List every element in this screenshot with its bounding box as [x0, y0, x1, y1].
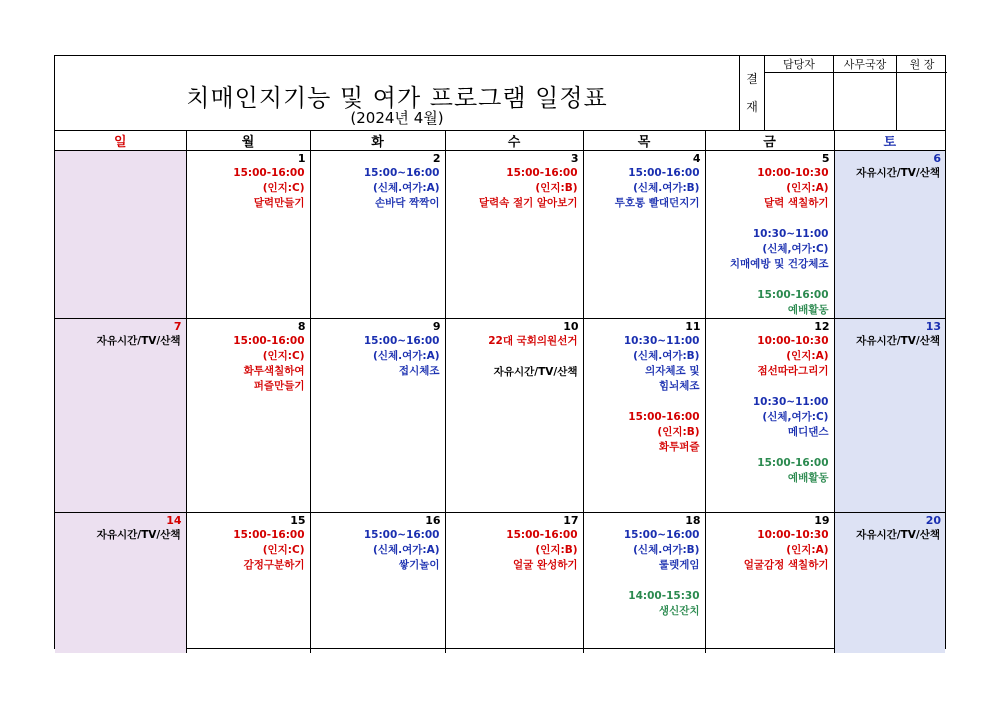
page-subtitle: (2024년 4월) — [350, 109, 444, 127]
day-events — [584, 334, 705, 455]
event-line: (신체,여가:C) — [762, 243, 829, 255]
signature-box-secretary — [834, 73, 897, 131]
title-area — [55, 56, 739, 130]
day-events — [835, 528, 946, 543]
event-line: 자유시간/TV/산책 — [856, 335, 940, 347]
signature-box-director — [897, 73, 948, 131]
day-events — [187, 166, 310, 211]
event-line: 접시체조 — [398, 365, 440, 377]
day-events — [706, 334, 834, 486]
day-cell — [583, 319, 705, 513]
event-line: 14:00-15:30 — [628, 590, 700, 602]
event-line: 얼굴 완성하기 — [512, 559, 578, 571]
weekday-sat: 토 — [834, 131, 945, 151]
day-events — [311, 334, 445, 379]
event-line: 10:00-10:30 — [757, 529, 829, 541]
event-spacer — [706, 272, 829, 288]
page-title: 치매인지기능 및 여가 프로그램 일정표 — [186, 84, 608, 112]
event-spacer — [706, 440, 829, 456]
day-events — [835, 166, 946, 181]
signature-box-manager — [765, 73, 834, 131]
event-line: 감정구분하기 — [243, 559, 305, 571]
calendar — [55, 130, 945, 653]
event-line: 15:00-16:00 — [506, 529, 578, 541]
weekday-thu: 목 — [583, 131, 705, 151]
day-number: 5 — [821, 152, 830, 165]
approval-label — [740, 56, 765, 130]
day-number: 8 — [297, 320, 306, 333]
day-cell — [445, 151, 583, 319]
event-spacer — [584, 394, 700, 410]
day-cell — [55, 151, 186, 319]
event-line: 투호통 빨대던지기 — [614, 197, 700, 209]
day-cell — [186, 513, 310, 653]
event-line: 의자체조 및 — [645, 365, 700, 377]
day-cell — [445, 319, 583, 513]
event-line: 룰렛게임 — [658, 559, 700, 571]
week-row — [55, 151, 945, 319]
event-line: (인지:A) — [786, 350, 829, 362]
day-events — [706, 528, 834, 573]
event-line: 얼굴감정 색칠하기 — [743, 559, 829, 571]
day-number: 15 — [290, 514, 306, 527]
event-line: 예배활동 — [787, 472, 829, 484]
event-line: 달력속 절기 알아보기 — [478, 197, 578, 209]
weekday-mon: 월 — [186, 131, 310, 151]
approval-label-kyul: 결 — [746, 72, 758, 86]
event-line: 22대 국회의원선거 — [488, 335, 578, 347]
day-number: 11 — [685, 320, 701, 333]
event-line: 메디댄스 — [787, 426, 829, 438]
day-cell — [583, 151, 705, 319]
event-spacer — [706, 211, 829, 227]
event-line: (신체.여가:A) — [373, 544, 440, 556]
event-spacer — [584, 573, 700, 589]
day-number — [55, 151, 186, 166]
event-line: (인지:C) — [262, 544, 305, 556]
event-line: 달력 색칠하기 — [763, 197, 829, 209]
event-line: 치매예방 및 건강체조 — [729, 258, 829, 270]
day-cell — [310, 513, 445, 653]
event-line: (신체.여가:B) — [633, 544, 700, 556]
event-line: 자유시간/TV/산책 — [96, 335, 181, 347]
event-line: 10:30~11:00 — [623, 335, 700, 347]
day-number: 19 — [814, 514, 830, 527]
schedule-sheet — [54, 55, 946, 649]
weekday-sun: 일 — [55, 131, 186, 151]
event-line: 15:00~16:00 — [363, 529, 440, 541]
day-number: 4 — [692, 152, 701, 165]
day-number: 16 — [425, 514, 441, 527]
event-line: (신체.여가:B) — [633, 182, 700, 194]
day-events — [187, 334, 310, 394]
day-events — [55, 528, 186, 543]
week-row — [55, 513, 945, 653]
day-number: 12 — [814, 320, 830, 333]
event-line: 10:00-10:30 — [757, 335, 829, 347]
approval-header-director: 원 장 — [897, 56, 948, 73]
event-line: (인지:C) — [262, 350, 305, 362]
day-number: 1 — [297, 152, 306, 165]
day-events — [187, 528, 310, 573]
event-line: 점선따라그리기 — [757, 365, 829, 377]
day-events — [55, 334, 186, 349]
day-cell — [834, 319, 945, 513]
event-line: 15:00-16:00 — [506, 167, 578, 179]
weekday-header-row — [55, 131, 945, 151]
event-line: 자유시간/TV/산책 — [856, 529, 940, 541]
day-events — [706, 166, 834, 318]
day-cell — [186, 151, 310, 319]
day-number: 6 — [933, 152, 941, 165]
event-line: 15:00-16:00 — [628, 411, 700, 423]
event-line: 10:30~11:00 — [752, 228, 829, 240]
event-line: 15:00-16:00 — [757, 289, 829, 301]
day-cell — [834, 151, 945, 319]
approval-label-jae: 재 — [746, 100, 758, 114]
event-line: 15:00-16:00 — [757, 457, 829, 469]
event-line: 자유시간/TV/산책 — [856, 167, 940, 179]
day-number: 20 — [925, 514, 941, 527]
event-line: (인지:A) — [786, 544, 829, 556]
day-number: 10 — [563, 320, 579, 333]
event-line: (신체.여가:B) — [633, 350, 700, 362]
day-cell — [55, 319, 186, 513]
week-row — [55, 319, 945, 513]
event-line: 15:00-16:00 — [233, 335, 305, 347]
event-line: 예배활동 — [787, 304, 829, 316]
event-line: 생신잔치 — [658, 605, 700, 617]
event-line: 10:30~11:00 — [752, 396, 829, 408]
event-line: 자유시간/TV/산책 — [96, 529, 181, 541]
event-line: 자유시간/TV/산책 — [493, 366, 578, 378]
day-cell — [705, 513, 834, 653]
approval-header-manager: 담당자 — [765, 56, 834, 73]
event-line: 15:00~16:00 — [363, 335, 440, 347]
day-number: 3 — [570, 152, 579, 165]
event-line: 힘뇌체조 — [658, 380, 700, 392]
event-line: 15:00-16:00 — [233, 529, 305, 541]
event-line: 쌓기놀이 — [398, 559, 440, 571]
event-spacer — [446, 349, 578, 365]
day-cell — [834, 513, 945, 653]
event-line: (신체.여가:A) — [373, 350, 440, 362]
event-line: 10:00-10:30 — [757, 167, 829, 179]
day-number: 14 — [166, 514, 182, 527]
event-line: 화투색칠하여 — [243, 365, 305, 377]
event-line: (인지:B) — [657, 426, 700, 438]
event-line: 15:00~16:00 — [363, 167, 440, 179]
day-cell — [310, 151, 445, 319]
event-line: 15:00~16:00 — [623, 529, 700, 541]
day-cell — [310, 319, 445, 513]
event-line: (신체,여가:C) — [762, 411, 829, 423]
approval-header-secretary: 사무국장 — [834, 56, 897, 73]
event-spacer — [706, 379, 829, 395]
day-cell — [186, 319, 310, 513]
day-number: 18 — [685, 514, 701, 527]
event-line: 손바닥 짝짝이 — [374, 197, 440, 209]
event-line: 15:00-16:00 — [628, 167, 700, 179]
day-number: 7 — [173, 320, 182, 333]
day-events — [311, 166, 445, 211]
approval-box — [739, 56, 947, 130]
day-events — [311, 528, 445, 573]
day-events — [835, 334, 946, 349]
day-cell — [705, 319, 834, 513]
day-cell — [583, 513, 705, 653]
day-events — [446, 528, 583, 573]
day-number: 13 — [925, 320, 941, 333]
weekday-wed: 수 — [445, 131, 583, 151]
event-line: 15:00-16:00 — [233, 167, 305, 179]
day-events — [446, 166, 583, 211]
day-cell — [705, 151, 834, 319]
day-cell — [55, 513, 186, 653]
day-number: 9 — [432, 320, 441, 333]
event-line: (인지:A) — [786, 182, 829, 194]
day-events — [446, 334, 583, 380]
day-number: 17 — [563, 514, 579, 527]
event-line: (신체.여가:A) — [373, 182, 440, 194]
event-line: (인지:B) — [535, 182, 578, 194]
weekday-fri: 금 — [705, 131, 834, 151]
day-cell — [445, 513, 583, 653]
event-line: (인지:B) — [535, 544, 578, 556]
day-number: 2 — [432, 152, 441, 165]
day-events — [584, 528, 705, 619]
event-line: 퍼즐만들기 — [253, 380, 305, 392]
weekday-tue: 화 — [310, 131, 445, 151]
event-line: 달력만들기 — [253, 197, 305, 209]
event-line: 화투퍼즐 — [658, 441, 700, 453]
day-events — [584, 166, 705, 211]
event-line: (인지:C) — [262, 182, 305, 194]
